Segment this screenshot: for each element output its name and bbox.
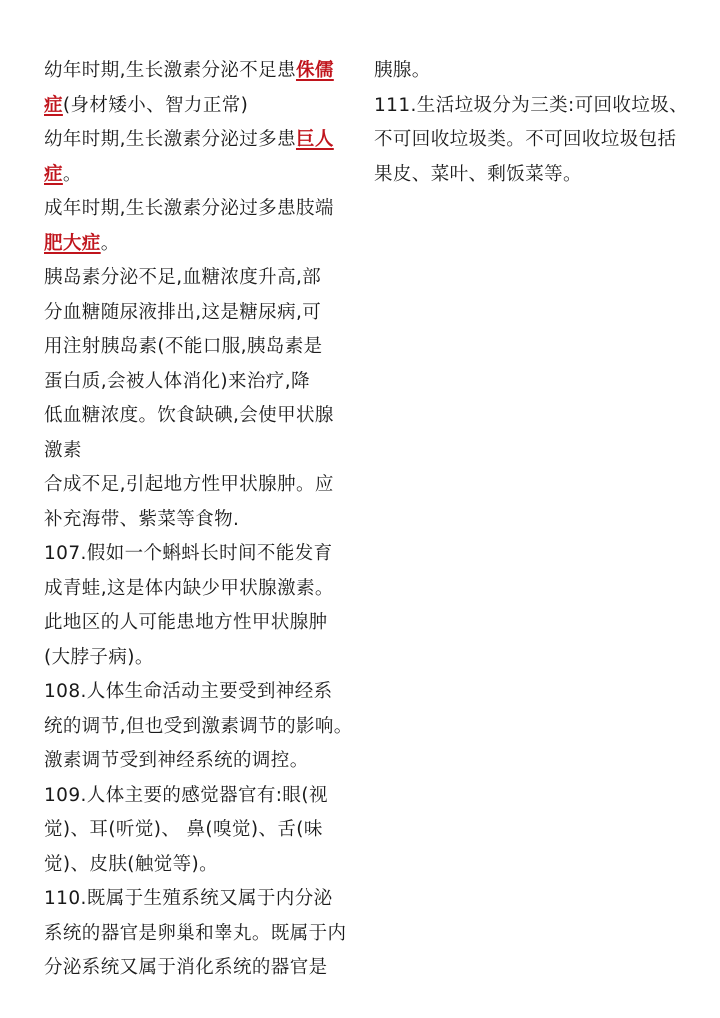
text-line [44, 882, 362, 917]
text-line [44, 848, 362, 883]
text-segment: 111.生活垃圾分为三类:可回收垃圾、 [374, 94, 689, 116]
text-segment: 低血糖浓度。饮食缺碘,会使甲状腺 [44, 405, 334, 426]
text-segment: 胰岛素分泌不足,血糖浓度升高,部 [44, 267, 322, 288]
text-segment: 统的调节,但也受到激素调节的影响。 [44, 715, 353, 737]
text-segment: 成年时期,生长激素分泌过多患肢端 [44, 198, 334, 219]
text-line [44, 123, 362, 158]
text-segment: 觉)、皮肤(触觉等)。 [44, 853, 219, 875]
key-term: 症 [44, 163, 63, 185]
text-line [44, 227, 362, 262]
text-line [374, 158, 704, 193]
text-segment: 分血糖随尿液排出,这是糖尿病,可 [44, 301, 322, 323]
text-segment: 成青蛙,这是体内缺少甲状腺激素。 [44, 577, 334, 599]
text-line [44, 641, 362, 676]
text-segment: 补充海带、紫菜等食物. [44, 508, 240, 530]
key-term: 侏儒 [295, 60, 334, 81]
text-segment: 。 [62, 163, 82, 185]
key-term: 巨人 [295, 129, 334, 150]
text-line [44, 158, 362, 193]
text-line [44, 744, 362, 779]
text-line [44, 710, 362, 745]
text-segment: 果皮、菜叶、剩饭菜等。 [374, 163, 582, 185]
left-column [44, 54, 362, 986]
text-line [44, 296, 362, 331]
text-segment: 。 [100, 232, 120, 254]
text-segment: 激素调节受到神经系统的调控。 [44, 750, 309, 771]
text-segment: 幼年时期,生长激素分泌过多患 [44, 129, 296, 150]
text-segment: 分泌系统又属于消化系统的器官是 [44, 957, 328, 978]
text-segment: 合成不足,引起地方性甲状腺肿。应 [44, 474, 334, 495]
text-segment: 系统的器官是卵巢和睾丸。既属于内 [44, 922, 347, 944]
text-line [44, 89, 362, 124]
text-segment: 107.假如一个蝌蚪长时间不能发育 [44, 543, 333, 564]
text-segment: 幼年时期,生长激素分泌不足患 [44, 60, 296, 81]
text-segment: 不可回收垃圾类。不可回收垃圾包括 [374, 129, 677, 150]
text-line [44, 572, 362, 607]
text-line [374, 89, 704, 124]
text-segment: (大脖子病)。 [44, 646, 154, 668]
text-line [44, 813, 362, 848]
text-line [44, 399, 362, 434]
text-line [374, 54, 704, 89]
text-segment: 109.人体主要的感觉器官有:眼(视 [44, 784, 328, 806]
text-segment: 此地区的人可能患地方性甲状腺肿 [44, 612, 328, 633]
text-line [44, 675, 362, 710]
text-segment: 110.既属于生殖系统又属于内分泌 [44, 888, 333, 909]
text-line [374, 123, 704, 158]
text-line [44, 537, 362, 572]
text-line [44, 192, 362, 227]
text-line [44, 261, 362, 296]
key-term: 症 [44, 94, 63, 116]
text-line [44, 330, 362, 365]
text-line [44, 54, 362, 89]
text-line [44, 917, 362, 952]
text-segment: 用注射胰岛素(不能口服,胰岛素是 [44, 336, 323, 357]
text-line [44, 434, 362, 469]
text-segment: 108.人体生命活动主要受到神经系 [44, 681, 333, 702]
text-segment: (身材矮小、智力正常) [62, 94, 249, 116]
text-line [44, 503, 362, 538]
text-segment: 激素 [44, 439, 82, 461]
text-segment: 胰腺。 [374, 60, 431, 81]
text-segment: 觉)、耳(听觉)、 鼻(嗅觉)、舌(味 [44, 819, 323, 840]
text-line [44, 468, 362, 503]
text-segment: 蛋白质,会被人体消化)来治疗,降 [44, 370, 310, 392]
text-line [44, 606, 362, 641]
text-line [44, 365, 362, 400]
key-term: 肥大症 [44, 232, 101, 254]
text-line [44, 951, 362, 986]
right-column [374, 54, 704, 192]
text-line [44, 779, 362, 814]
